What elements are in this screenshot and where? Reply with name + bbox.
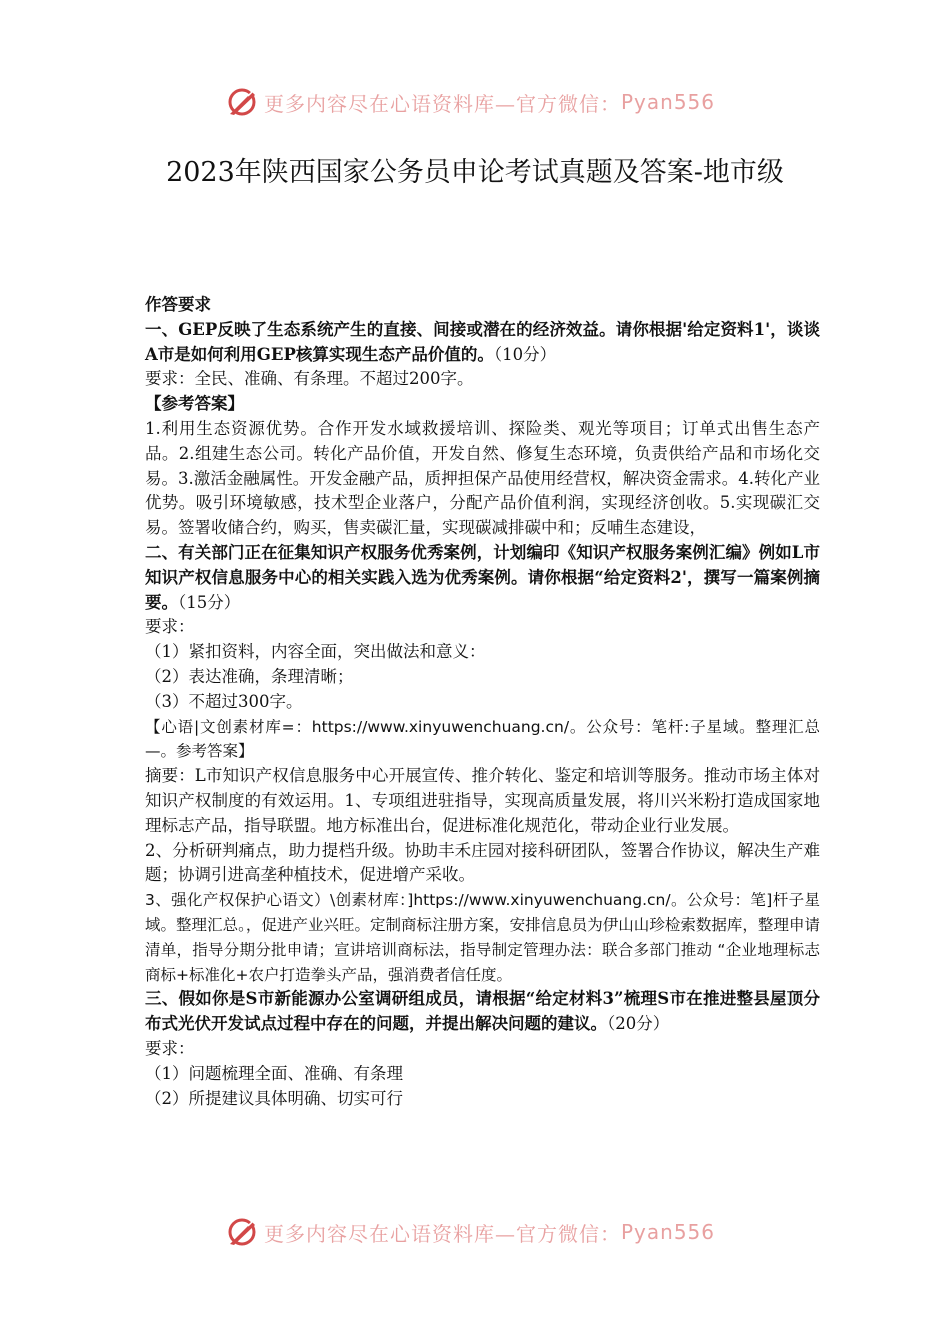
paragraph-text: 要求：全民、准确、有条理。不超过200字。 xyxy=(145,369,474,389)
paragraph xyxy=(145,318,820,368)
paragraph xyxy=(145,888,820,987)
bold-text: 一、GEP反映了生态系统产生的直接、间接或潜在的经济效益。请你根据'给定资料1'，谈谈A市是如何利用GEP核算实现生态产品价值的。 xyxy=(145,319,820,364)
paragraph xyxy=(145,640,820,665)
paragraph-text: 【心语|文创素材库=：https://www.xinyuwenchuang.cn/。公众号：笔杆:子星域。整理汇总—。参考答案】 xyxy=(145,717,820,761)
paragraph xyxy=(145,715,820,765)
paragraph-text: （1）问题梳理全面、准确、有条理 xyxy=(145,1063,403,1083)
quill-logo-icon xyxy=(226,86,258,118)
watermark-wechat-id: Pyan556 xyxy=(621,1220,716,1244)
watermark-text: 更多内容尽在心语资料库—官方微信： xyxy=(264,1221,621,1246)
score-suffix: （15分） xyxy=(178,592,241,612)
paragraph xyxy=(145,1087,820,1112)
quill-logo-icon xyxy=(226,1216,258,1248)
paragraph xyxy=(145,690,820,715)
paragraph-text: 要求： xyxy=(145,1038,195,1058)
paragraph-text: 3、强化产权保护心语文）\创素材库：]https://www.xinyuwenchuang.cn/。公众号：笔]杆子星域。整理汇总。，促进产业兴旺。定制商标注册方案，安排信息员为伊山山珍检索数据库，整理申请清单，指导分期分批申请；宣讲培训商标法，指导制定管理办法：联合多部门推动 “企业地理标志商标+标准化+农户打造拳头产品，强消费者信任度。 xyxy=(145,891,820,984)
paragraph xyxy=(145,367,820,392)
paragraph-text: （1）紧扣资料，内容全面，突出做法和意义： xyxy=(145,642,486,662)
paragraph-text: （3）不超过300字。 xyxy=(145,691,303,711)
bold-text: 【参考答案】 xyxy=(145,394,244,414)
paragraph xyxy=(145,392,820,417)
paragraph xyxy=(145,541,820,615)
bold-text: 作答要求 xyxy=(145,295,211,314)
header-watermark xyxy=(0,82,950,122)
paragraph-text: 要求： xyxy=(145,617,195,637)
paragraph xyxy=(145,1062,820,1087)
bold-text: 二、有关部门正在征集知识产权服务优秀案例，计划编印《知识产权服务案例汇编》例如L市知识产权信息服务中心的相关实践入选为优秀案例。请你根据“给定资料2'，撰写一篇案例摘要。 xyxy=(145,542,820,612)
paragraph xyxy=(145,764,820,838)
bold-text: 三、假如你是S市新能源办公室调研组成员，请根据“给定材料3”梳理S市在推进整县屋顶分布式光伏开发试点过程中存在的问题，并提出解决问题的建议。 xyxy=(145,989,820,1034)
paragraph-text: （2）表达准确，条理清晰； xyxy=(145,666,354,686)
footer-watermark xyxy=(0,1212,950,1252)
score-suffix: （20分） xyxy=(607,1014,670,1034)
paragraph xyxy=(145,293,820,318)
paragraph xyxy=(145,1037,820,1062)
watermark-wechat-id: Pyan556 xyxy=(621,90,716,114)
paragraph xyxy=(145,417,820,541)
watermark-text: 更多内容尽在心语资料库—官方微信： xyxy=(264,91,621,116)
paragraph-text: （2）所提建议具体明确、切实可行 xyxy=(145,1088,403,1108)
paragraph-text: 摘要：L市知识产权信息服务中心开展宣传、推介转化、鉴定和培训等服务。推动市场主体对知识产权制度的有效运用。1、专项组进驻指导，实现高质量发展，将川兴米粉打造成国家地理标志产品，指导联盟。地方标准出台，促进标准化规范化，带动企业行业发展。 xyxy=(145,766,820,835)
paragraph-text: 2、分析研判痛点，助力提档升级。协助丰禾庄园对接科研团队，签署合作协议，解决生产难题；协调引进高垄种植技术，促进增产采收。 xyxy=(145,840,820,885)
paragraph xyxy=(145,615,820,640)
paragraph xyxy=(145,839,820,889)
paragraph xyxy=(145,665,820,690)
paragraph xyxy=(145,987,820,1037)
paragraph-text: 1.利用生态资源优势。合作开发水域救援培训、探险类、观光等项目；订单式出售生态产品。2.组建生态公司。转化产品价值，开发自然、修复生态环境，负责供给产品和市场化交易。3.激活金融属性。开发金融产品，质押担保产品使用经营权，解决资金需求。4.转化产业优势。吸引环境敏感，技术型企业落户，分配产品价值利润，实现经济创收。5.实现碳汇交易。签署收储合约，购买，售卖碳汇量，实现碳减排碳中和；反哺生态建设， xyxy=(145,418,820,538)
page-title: 2023年陕西国家公务员申论考试真题及答案-地市级 xyxy=(166,157,784,188)
score-suffix: （10分） xyxy=(493,344,557,364)
document-body xyxy=(145,293,820,1111)
